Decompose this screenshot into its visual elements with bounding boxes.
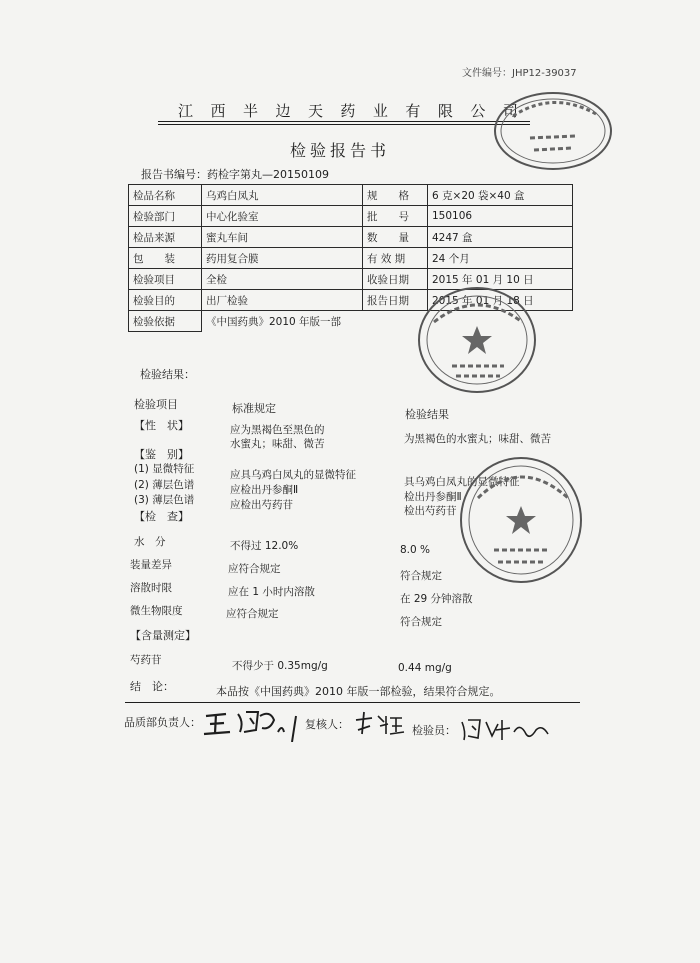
water-standard: 不得过 12.0% — [230, 540, 299, 552]
table-label: 检验部门 — [129, 206, 202, 227]
table-value: 药用复合膜 — [202, 248, 363, 269]
ident-2-standard: 应检出丹参酮Ⅱ — [230, 484, 299, 496]
ident-1-standard: 应具乌鸡白凤丸的显微特征 — [230, 469, 356, 481]
company-seal-stamp-top — [488, 86, 618, 176]
dissolve-result: 在 29 分钟溶散 — [400, 593, 473, 605]
conclusion-label: 结 论： — [130, 680, 174, 693]
table-value: 中心化验室 — [202, 206, 363, 227]
table-row — [129, 206, 573, 227]
ident-3-item: (3) 薄层色谱 — [134, 494, 195, 506]
water-result: 8.0 % — [400, 544, 431, 556]
appearance-standard-line1: 应为黑褐色至黑色的 — [230, 424, 325, 436]
header-rule-top — [158, 121, 530, 122]
table-label: 检验项目 — [129, 269, 202, 290]
table-label: 收验日期 — [363, 269, 428, 290]
column-header-standard: 标准规定 — [232, 402, 276, 415]
table-value: 蜜丸车间 — [202, 227, 363, 248]
inspector-label: 检验员： — [412, 724, 456, 737]
appearance-result: 为黑褐色的水蜜丸；味甜、微苦 — [404, 433, 551, 445]
micro-item: 微生物限度 — [130, 605, 183, 617]
qc-seal-stamp-lower — [456, 452, 586, 588]
table-label: 检验目的 — [129, 290, 202, 311]
section-inspection: 【检 查】 — [134, 510, 189, 523]
qc-seal-stamp-middle — [412, 282, 542, 402]
table-label: 报告日期 — [363, 290, 428, 311]
table-label: 有 效 期 — [363, 248, 428, 269]
reviewer-signature — [352, 708, 408, 740]
document-number: 文件编号：JHP12-39037 — [462, 68, 577, 79]
load-standard: 应符合规定 — [228, 563, 281, 575]
assay-standard: 不得少于 0.35mg/g — [232, 660, 328, 672]
table-value: 全检 — [202, 269, 363, 290]
company-char: 有 — [405, 102, 421, 120]
ident-2-item: (2) 薄层色谱 — [134, 479, 195, 491]
column-header-result: 检验结果 — [405, 408, 449, 421]
company-char: 司 — [502, 102, 518, 120]
micro-standard: 应符合规定 — [226, 608, 279, 620]
qa-manager-label: 品质部负责人： — [124, 716, 201, 729]
company-char: 边 — [275, 102, 291, 120]
table-value: 24 个月 — [428, 248, 573, 269]
table-value: 《中国药典》2010 年版一部 — [202, 311, 573, 332]
reviewer-label: 复核人： — [305, 718, 349, 731]
assay-result: 0.44 mg/g — [398, 662, 452, 674]
table-value: 出厂检验 — [202, 290, 363, 311]
company-char: 江 — [178, 102, 194, 120]
table-label: 数 量 — [363, 227, 428, 248]
section-appearance: 【性 状】 — [134, 419, 189, 432]
company-name — [178, 100, 518, 121]
table-label: 批 号 — [363, 206, 428, 227]
dissolve-standard: 应在 1 小时内溶散 — [228, 586, 315, 598]
table-value: 乌鸡白凤丸 — [202, 185, 363, 206]
table-label: 检验依据 — [129, 311, 202, 332]
ident-1-item: (1) 显微特征 — [134, 463, 195, 475]
company-char: 西 — [210, 102, 226, 120]
ident-1-result: 具乌鸡白凤丸的显微特征 — [404, 476, 520, 488]
table-label: 检品名称 — [129, 185, 202, 206]
table-value: 2015 年 01 月 18 日 — [428, 290, 573, 311]
ident-3-result: 检出芍药苷 — [404, 505, 457, 517]
column-header-item: 检验项目 — [134, 398, 178, 411]
table-row — [129, 185, 573, 206]
table-value: 2015 年 01 月 10 日 — [428, 269, 573, 290]
ident-3-standard: 应检出芍药苷 — [230, 499, 293, 511]
conclusion-rule — [125, 702, 580, 703]
company-char: 业 — [372, 102, 388, 120]
table-value: 150106 — [428, 206, 573, 227]
ident-2-result: 检出丹参酮Ⅱ — [404, 491, 462, 503]
load-item: 装量差异 — [130, 559, 172, 571]
company-char: 限 — [437, 102, 453, 120]
report-number: 报告书编号：药检字第丸—20150109 — [141, 168, 329, 181]
header-rule-bottom — [158, 124, 530, 125]
table-label: 规 格 — [363, 185, 428, 206]
section-identification: 【鉴 别】 — [134, 448, 189, 461]
company-char: 公 — [470, 102, 486, 120]
micro-result: 符合规定 — [400, 616, 442, 628]
assay-item: 芍药苷 — [130, 654, 162, 666]
table-label: 检品来源 — [129, 227, 202, 248]
table-value: 6 克×20 袋×40 盒 — [428, 185, 573, 206]
conclusion-text: 本品按《中国药典》2010 年版一部检验，结果符合规定。 — [216, 685, 501, 698]
section-assay: 【含量测定】 — [130, 629, 196, 642]
company-char: 半 — [242, 102, 258, 120]
qa-manager-signature — [200, 702, 310, 742]
dissolve-item: 溶散时限 — [130, 582, 172, 594]
appearance-standard-line2: 水蜜丸；味甜、微苦 — [230, 438, 325, 450]
table-row — [129, 227, 573, 248]
table-row — [129, 248, 573, 269]
water-item: 水 分 — [134, 536, 166, 548]
table-value: 4247 盒 — [428, 227, 573, 248]
report-title: 检验报告书 — [290, 141, 391, 160]
inspector-signature — [458, 712, 554, 744]
results-heading: 检验结果： — [140, 368, 195, 381]
load-result: 符合规定 — [400, 570, 442, 582]
company-char: 天 — [307, 102, 323, 120]
table-label: 包 装 — [129, 248, 202, 269]
company-char: 药 — [340, 102, 356, 120]
